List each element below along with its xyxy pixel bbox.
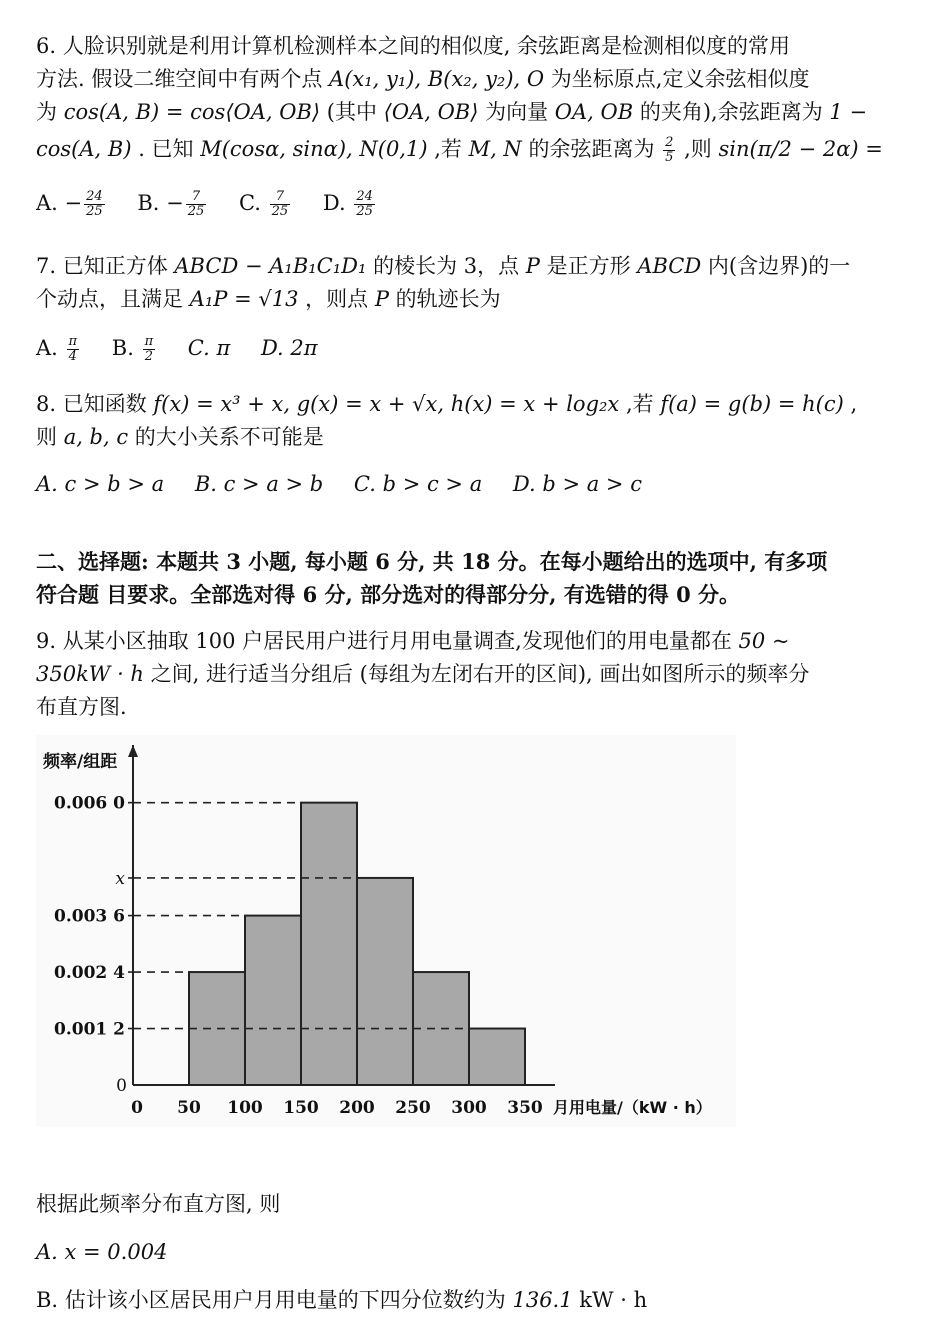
q9-range-start: 50 ~ — [738, 629, 790, 653]
x-tick-label: 100 — [227, 1098, 263, 1118]
q7-square: ABCD — [637, 254, 702, 278]
q6-text: 为坐标原点,定义余弦相似度 — [544, 67, 810, 91]
section-2-line-1: 二、选择题: 本题共 3 小题, 每小题 6 分, 共 18 分。在每小题给出的选项中, 有多项 — [36, 549, 828, 574]
q8-line-1 — [36, 388, 908, 421]
x-tick-label: 0 — [131, 1098, 143, 1118]
q6-option-a[interactable]: A. − $\frac{24}{25}$ — [36, 189, 103, 219]
q8-line-2 — [36, 421, 908, 454]
q8-text: 8. 已知函数 — [36, 392, 154, 416]
histogram-bar — [301, 803, 357, 1085]
question-8 — [36, 388, 908, 501]
y-axis-label: 频率/组距 — [43, 752, 118, 772]
q9-text: 之间, 进行适当分组后 (每组为左闭右开的区间), 画出如图所示的频率分 — [143, 662, 810, 686]
y-tick-label: x — [115, 868, 125, 889]
q9-option-a-text: A. x = 0.004 — [36, 1240, 168, 1264]
q6-mn-short: M, N — [468, 137, 522, 161]
q8-functions: f(x) = x³ + x, g(x) = x + √x, h(x) = x + log₂x — [153, 392, 620, 416]
q8-equality: f(a) = g(b) = h(c) — [660, 392, 844, 416]
q6-mn: M(cosα, sinα), N(0,1) — [200, 137, 428, 161]
q9-option-b-unit: kW · h — [572, 1288, 648, 1312]
x-tick-label: 150 — [283, 1098, 319, 1118]
q7-options — [36, 328, 908, 368]
x-tick-label: 350 — [507, 1098, 543, 1118]
q8-text: 的大小关系不可能是 — [128, 425, 324, 449]
q9-line-1 — [36, 625, 908, 658]
q9-line-2 — [36, 658, 908, 691]
q6-options — [36, 183, 908, 223]
q6-cos-ab: cos(A, B) — [36, 137, 132, 161]
q6-option-c[interactable]: C. $\frac{7}{25}$ — [238, 189, 289, 219]
q7-point-p: P — [374, 287, 389, 311]
x-tick-label: 300 — [451, 1098, 487, 1118]
q6-text: ,若 — [427, 137, 469, 161]
q7-text: 的棱长为 3，点 — [366, 254, 526, 278]
q6-cos-def: cos(A, B) = cos⟨OA, OB⟩ — [63, 100, 321, 124]
q9-text: 9. 从某小区抽取 100 户居民用户进行月用电量调查,发现他们的用电量都在 — [36, 629, 739, 653]
q7-text: 的轨迹长为 — [388, 287, 501, 311]
section-2-line-2: 符合题 目要求。全部选对得 6 分, 部分选对的得部分分, 有选错的得 0 分。 — [36, 582, 741, 607]
q6-option-d[interactable]: D. $\frac{24}{25}$ — [322, 189, 373, 219]
q8-vars: a, b, c — [63, 425, 129, 449]
q7-text: 是正方形 — [539, 254, 638, 278]
q6-one-minus: 1 − — [829, 100, 868, 124]
q8-option-c[interactable]: C. b > c > a — [353, 472, 483, 496]
q6-text: 的夹角),余弦距离为 — [633, 100, 830, 124]
question-9 — [36, 625, 908, 724]
q7-text: 7. 已知正方体 — [36, 254, 175, 278]
q6-angle: ⟨OA, OB⟩ — [383, 100, 479, 124]
q6-line-3 — [36, 96, 908, 129]
q6-text: 为 — [36, 100, 64, 124]
q9-line-3: 布直方图. — [36, 695, 127, 719]
q6-text: (其中 — [320, 100, 384, 124]
q7-condition: A₁P = √13 — [189, 287, 299, 311]
q8-text: 则 — [36, 425, 64, 449]
q7-option-a[interactable]: A. $\frac{\pi}{4}$ — [36, 334, 78, 364]
y-tick-label: 0.003 6 — [54, 906, 125, 927]
q7-option-d[interactable]: D. 2π — [260, 336, 318, 360]
y-tick-label: 0.001 2 — [54, 1019, 125, 1040]
x-tick-label: 250 — [395, 1098, 431, 1118]
q8-option-a[interactable]: A. c > b > a — [36, 472, 165, 496]
histogram-bar — [245, 916, 301, 1085]
q6-line-2 — [36, 63, 908, 96]
q6-vectors: OA, OB — [554, 100, 634, 124]
question-6 — [36, 30, 908, 223]
q6-text: 的余弦距离为 — [521, 137, 662, 161]
q9-option-b[interactable] — [36, 1284, 908, 1317]
q8-text: , — [843, 392, 858, 416]
q7-cube: ABCD − A₁B₁C₁D₁ — [174, 254, 367, 278]
q9-option-a[interactable] — [36, 1236, 908, 1269]
q9-quartile-value: 136.1 — [512, 1288, 573, 1312]
q8-text: ,若 — [619, 392, 661, 416]
q7-point-p: P — [525, 254, 540, 278]
q7-text: 内(含边界)的一 — [701, 254, 851, 278]
x-tick-label: 200 — [339, 1098, 375, 1118]
q9-range-end: 350kW · h — [36, 662, 144, 686]
q9-after-chart: 根据此频率分布直方图, 则 — [36, 1192, 281, 1216]
q7-option-c[interactable]: C. π — [187, 336, 231, 360]
q6-target: sin(π/2 − 2α) = — [718, 137, 883, 161]
q6-text: 方法. 假设二维空间中有两个点 — [36, 67, 330, 91]
q8-option-d[interactable]: D. b > a > c — [512, 472, 642, 496]
q8-options — [36, 468, 908, 501]
x-tick-label: 50 — [177, 1098, 201, 1118]
q6-line-1: 6. 人脸识别就是利用计算机检测样本之间的相似度, 余弦距离是检测相似度的常用 — [36, 34, 791, 58]
q6-text: 为向量 — [478, 100, 555, 124]
y-tick-label: 0.002 4 — [54, 963, 125, 984]
q6-text: ,则 — [677, 137, 719, 161]
q8-option-b[interactable]: B. c > a > b — [194, 472, 324, 496]
question-7 — [36, 250, 908, 368]
q7-line-2 — [36, 283, 908, 316]
x-axis-label: 月用电量/（kW · h） — [553, 1098, 712, 1117]
histogram-chart — [36, 735, 736, 1127]
q6-fraction: $\frac{2}{5}$ — [665, 135, 674, 165]
q7-text: 个动点，且满足 — [36, 287, 190, 311]
section-2-heading — [36, 545, 908, 611]
y-tick-label: 0.006 0 — [54, 793, 125, 814]
q9-option-b-text: B. 估计该小区居民用户月用电量的下四分位数约为 — [36, 1288, 513, 1312]
q7-option-b[interactable]: B. $\frac{\pi}{2}$ — [111, 334, 154, 364]
q7-text: ，则点 — [298, 287, 375, 311]
histogram-bar — [469, 1029, 525, 1085]
q6-option-b[interactable]: B. − $\frac{7}{25}$ — [137, 189, 205, 219]
histogram-bar — [357, 878, 413, 1085]
q7-line-1 — [36, 250, 908, 283]
y-tick-label: 0 — [116, 1076, 127, 1096]
q6-text: . 已知 — [131, 137, 201, 161]
q6-points: A(x₁, y₁), B(x₂, y₂), O — [329, 67, 545, 91]
q6-line-4 — [36, 129, 908, 169]
